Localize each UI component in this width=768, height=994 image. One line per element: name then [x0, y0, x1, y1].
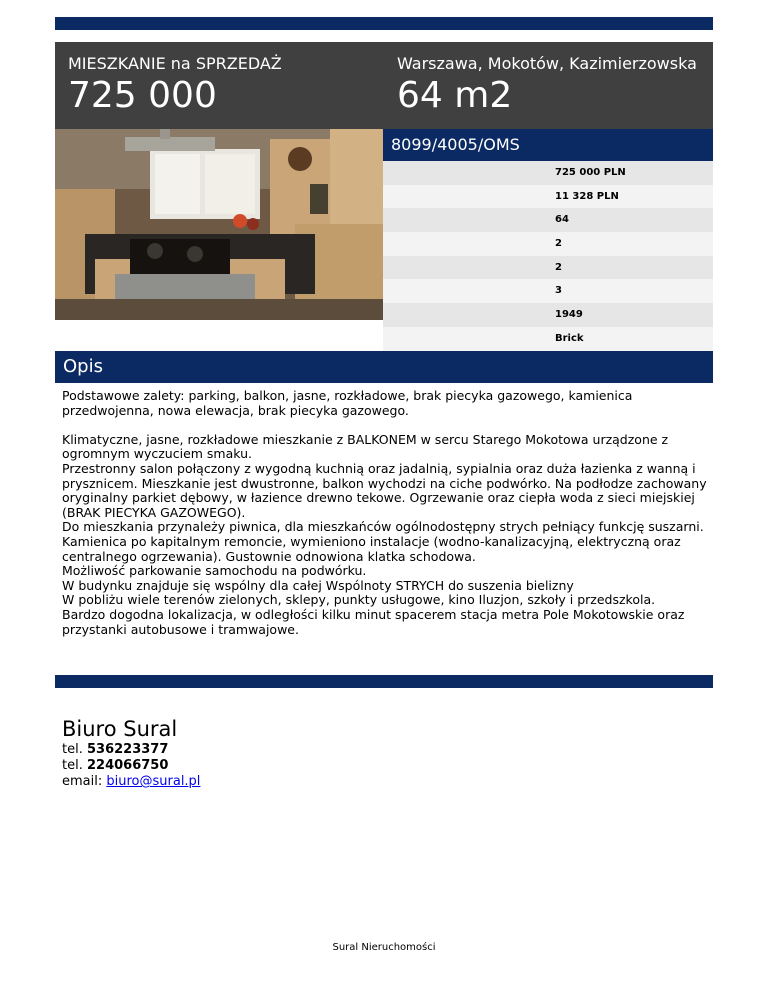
middle-divider-bar [55, 675, 713, 688]
description-heading-bar [55, 351, 713, 383]
top-divider-bar [55, 17, 713, 30]
detail-value: 64 [555, 214, 569, 226]
detail-row [383, 256, 713, 280]
detail-row [383, 232, 713, 256]
description-heading: Opis [63, 356, 103, 377]
phone-number: 224066750 [86, 758, 169, 773]
tel-label: tel. [62, 742, 83, 757]
description-paragraph: Przestronny salon połączony z wygodną kuchnią oraz jadalnią, sypialnia oraz duża łazienka z wanną i prysznicem. Mieszkanie jest dwustronne, balkon wychodzi na ciche podwórko. Na podłodze zachowany oryginalny parkiet dębowy, w łazience drewno tekowe. Ogrzewanie oraz ciepła woda z sieci miejskiej (BRAK PIECYKA GAZOWEGO). [62, 460, 707, 520]
detail-value: 725 000 PLN [555, 167, 626, 178]
reference-bar [383, 129, 713, 161]
reference-number: 8099/4005/OMS [391, 135, 520, 154]
description-paragraph: Kamienica po kapitalnym remoncie, wymieniono instalacje (wodno-kanalizacyjną, elektryczną oraz centralnego ogrzewania). Gustownie odnowiona klatka schodowa. [62, 533, 681, 564]
detail-row [383, 279, 713, 303]
detail-value: 11 328 PLN [555, 190, 619, 202]
detail-row [383, 303, 713, 327]
description-paragraph: Bardzo dogodna lokalizacja, w odległości kilku minut spacerem stacja metra Pole Mokotowskie oraz przystanki autobusowe i tramwajowe. [62, 606, 685, 637]
email-label: email: [62, 774, 103, 789]
kitchen-photo-image [55, 129, 383, 320]
details-table [383, 161, 713, 351]
listing-price: 725 000 [68, 75, 217, 116]
description-text [62, 389, 710, 637]
detail-value: 1949 [555, 309, 583, 321]
contact-block [62, 716, 200, 790]
phone-line-2 [62, 758, 200, 774]
email-line [62, 774, 200, 790]
description-paragraph: Do mieszkania przynależy piwnica, dla mieszkańców ogólnodostępny strych pełniący funkcję suszarni. [62, 519, 704, 535]
listing-location: Warszawa, Mokotów, Kazimierzowska [397, 54, 697, 73]
phone-number: 536223377 [86, 742, 169, 757]
footer-text: Sural Nieruchomości [332, 942, 436, 953]
description-paragraph: W pobliżu wiele terenów zielonych, sklepy, punkty usługowe, kino Iluzjon, szkoły i przedszkola. [62, 592, 656, 608]
header-right [397, 54, 697, 116]
description-summary: Podstawowe zalety: parking, balkon, jasne, rozkładowe, brak piecyka gazowego, kamienica przedwojenna, nowa elewacja, brak piecyka gazowego. [62, 388, 633, 418]
tel-label: tel. [62, 758, 83, 773]
detail-value: 2 [555, 261, 562, 273]
detail-row [383, 185, 713, 209]
listing-type: MIESZKANIE na SPRZEDAŻ [68, 54, 282, 73]
detail-row [383, 161, 713, 185]
description-paragraph: Klimatyczne, jasne, rozkładowe mieszkanie z BALKONEM w sercu Starego Mokotowa urządzone z ogromnym wyczuciem smaku. [62, 431, 669, 462]
description-paragraph: W budynku znajduje się wspólny dla całej Wspólnoty STRYCH do suszenia bielizny [62, 577, 574, 593]
office-name: Biuro Sural [62, 717, 178, 741]
detail-row [383, 327, 713, 351]
detail-value: Brick [555, 332, 584, 344]
detail-value: 2 [555, 238, 562, 250]
listing-area: 64 m2 [397, 75, 513, 116]
phone-line-1 [62, 742, 200, 758]
detail-row [383, 208, 713, 232]
listing-header [55, 42, 713, 129]
email-link[interactable]: biuro@sural.pl [106, 774, 201, 789]
paragraph-gap [62, 418, 710, 433]
description-paragraph: Możliwość parkowanie samochodu na podwórku. [62, 563, 367, 579]
kitchen-photo [55, 129, 383, 320]
detail-value: 3 [555, 285, 562, 297]
header-left [68, 54, 282, 116]
